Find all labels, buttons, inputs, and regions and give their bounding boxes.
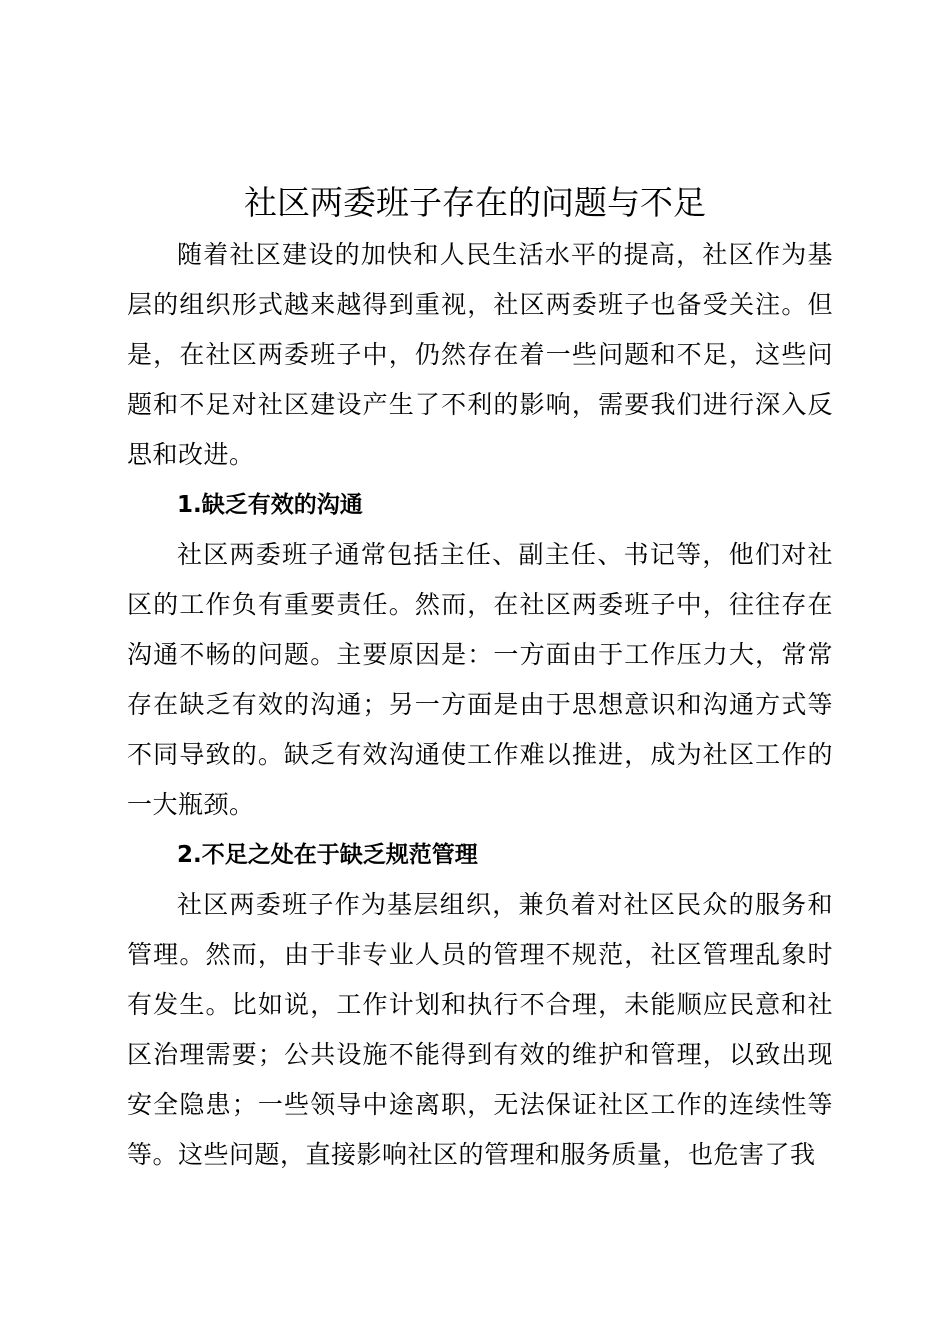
intro-paragraph: 随着社区建设的加快和人民生活水平的提高，社区作为基层的组织形式越来越得到重视，社区两委班子也备受关注。但是，在社区两委班子中，仍然存在着一些问题和不足，这些问题和不足对社区建设产生了不利的影响，需要我们进行深入反思和改进。 xyxy=(127,240,833,469)
section-paragraph: 社区两委班子通常包括主任、副主任、书记等，他们对社区的工作负有重要责任。然而，在社区两委班子中，往往存在沟通不畅的问题。主要原因是：一方面由于工作压力大，常常存在缺乏有效的沟通；另一方面是由于思想意识和沟通方式等不同导致的。缺乏有效沟通使工作难以推进，成为社区工作的一大瓶颈。 xyxy=(127,540,833,819)
section-heading: 2.不足之处在于缺乏规范管理 xyxy=(177,842,478,868)
section-2 xyxy=(127,830,833,1180)
section-paragraph: 社区两委班子作为基层组织，兼负着对社区民众的服务和管理。然而，由于非专业人员的管理不规范，社区管理乱象时有发生。比如说，工作计划和执行不合理，未能顺应民意和社区治理需要；公共设施不能得到有效的维护和管理，以致出现安全隐患；一些领导中途离职，无法保证社区工作的连续性等等。这些问题，直接影响社区的管理和服务质量，也危害了我 xyxy=(127,890,833,1169)
section-heading: 1.缺乏有效的沟通 xyxy=(177,492,363,518)
section-1 xyxy=(127,480,833,830)
document-body xyxy=(127,230,833,1180)
document-title: 社区两委班子存在的问题与不足 xyxy=(244,183,706,222)
